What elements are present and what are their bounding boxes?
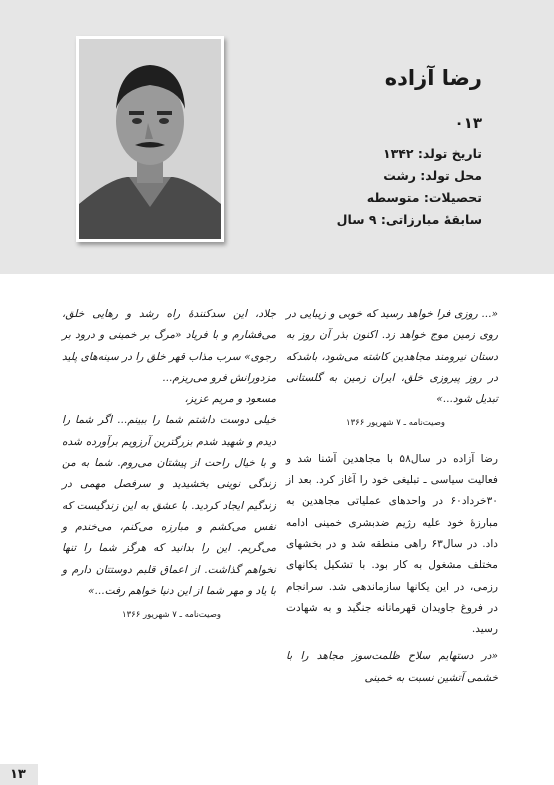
letter-body: خیلی دوست داشتم شما را ببینم... اگر شما را دیدم و شهید شدم بزرگترین آرزویم برآورده شده و با خیال راحت از پیشتان می‌روم. شما به من زندگی نوینی بخشیدید و سرفصل مهمی در زندگیم ایجاد کردید. با عشق به این زندگیست که نفس می‌کشم و مبارزه می‌کنم، می‌خندم و می‌گریم. این را بدانید که هرگز شما را تنها نخواهم گذاشت. از اعماق قلبم دوستتان دارم و با یاد و مهر شما از این دنیا خواهم رفت...» [62,414,276,597]
page-number: ۱۳ [10,767,26,782]
testament-quote: «... روزی فرا خواهد رسید که خوبی و زیبایی در روی زمین موج خواهد زد. اکنون بذر آن روز به دستان نیرومند مجاهدین کاشته می‌شود، باشدکه در روز پیروزی خلق، ایران زمین به گلستانی تبدیل شود...» [286,308,498,406]
letter-addressee: مسعود و مریم عزیز، [184,393,276,406]
right-column [286,304,498,689]
left-column [62,304,276,640]
testament-source-2: وصیت‌نامه ـ ۷ شهریور ۱۳۶۶ [122,610,222,621]
profile-info [282,143,482,231]
testament-source: وصیت‌نامه ـ ۷ شهریور ۱۳۶۶ [346,418,446,429]
person-code: ۰۱۳ [454,114,482,132]
birth-date: تاریخ تولد: ۱۳۴۲ [383,146,482,161]
person-name: رضا آزاده [384,66,482,90]
birth-place: محل تولد: رشت [383,168,482,183]
portrait-image [79,39,221,239]
biography: رضا آزاده در سال۵۸ با مجاهدین آشنا شد و فعالیت سیاسی ـ تبلیغی خود را آغاز کرد. بعد از ۳۰خرداد۶۰ در واحدهای عملیاتی مجاهدین به مبارزهٔ خود علیه رژیم ضدبشری خمینی ادامه داد. در سال۶۳ راهی منطقه شد و در بخشهای مختلف مشغول به کار بود. با تشکیل یکانهای رزمی، در این یکانها سازماندهی شد. سرانجام در فروغ جاویدان قهرمانانه جنگید و به شهادت رسید. [286,452,498,636]
testament-quote-continued: جلاد، این سدکنندهٔ راه رشد و رهایی خلق، می‌فشارم و با فریاد «مرگ بر خمینی و درود بر رجوی» سرب مذاب قهر خلق را در سینه‌های پلید مزدورانش فرو می‌ریزم... [62,308,276,384]
portrait-photo [76,36,224,242]
struggle-record: سابقهٔ مبارزاتی: ۹ سال [336,212,482,227]
education: تحصیلات: متوسطه [366,190,482,205]
testament-quote-2: «در دستهایم سلاح ظلمت‌سوز مجاهد را با خشمی آتشین نسبت به خمینی [286,650,498,684]
